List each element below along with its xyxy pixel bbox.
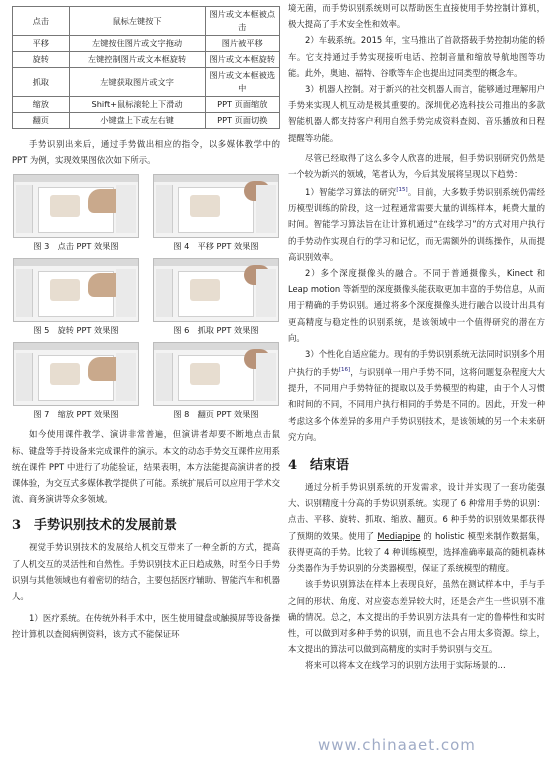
trend-1-body: 。目前，大多数手势识别系统仍需经历模型训练的阶段，这一过程通常需要大量的训练样本，耗费大量的时间。智能学习算法旨在让计算机通过“在线学习”的方式对用户执行的手势动作实现自行的学习和记忆，而无需额外的训练操作，从而提高识别效率。 <box>288 187 546 262</box>
medical-continued-paragraph: 境无菌，而手势识别系统则可以帮助医生直接使用手势控制计算机，极大提高了手术安全性和效率。 <box>288 3 545 30</box>
figure-4-caption: 图 4 平移 PPT 效果图 <box>173 241 259 252</box>
gesture-name-cell: 平移 <box>13 36 70 52</box>
citation-15[interactable]: [15] <box>396 187 408 194</box>
left-column <box>12 0 280 643</box>
conclusion-paragraph-3: 将来可以将本文在线学习的识别方法用于实际场景的... <box>305 660 506 671</box>
gesture-action-cell: 鼠标左键按下 <box>69 7 205 36</box>
figure-7-caption: 图 7 缩放 PPT 效果图 <box>33 409 119 420</box>
figure-3-caption: 图 3 点击 PPT 效果图 <box>33 241 119 252</box>
gesture-name-cell: 点击 <box>13 7 70 36</box>
gesture-effect-cell: 图片或文本框旋转 <box>205 52 279 68</box>
gesture-effect-cell: 图片或文本框被点击 <box>205 7 279 36</box>
figure-3 <box>12 174 140 252</box>
conclusion-paragraph-1 <box>288 479 545 576</box>
gesture-name-cell: 缩放 <box>13 97 70 113</box>
figure-8 <box>152 342 280 420</box>
trend-3-body: ，与识别单一用户手势不同，这将问题复杂程度大大提升，不同用户手势特征的提取以及手势模型的构建，由于个人习惯和时间的不同，不同用户执行相同的手势是不同的。因此，开发一种考虑这多个体差异的多用户手势识别技术，是该领域的另一个未来研究方向。 <box>288 367 546 442</box>
conclusion-1-lead: 通过分析手势识别系统的开发需求，设计并实现了一套功能强大、识别精度十分高的手势识别系统。实现了 6 种常用手势的识别：点击、平移、旋转、抓取、缩放、翻页。6 种手势的识别效果都获得了预期的效果。使用了 <box>288 482 545 541</box>
gesture-action-cell: 小键盘上下或左右键 <box>69 113 205 129</box>
gesture-effect-cell: 图片被平移 <box>205 36 279 52</box>
gesture-action-cell: 左键按住图片或文字拖动 <box>69 36 205 52</box>
trend-3-paragraph <box>288 346 545 445</box>
table-row <box>13 36 280 52</box>
gesture-table <box>12 6 280 129</box>
gesture-action-cell: 左键获取图片或文字 <box>69 68 205 97</box>
table-row <box>13 97 280 113</box>
trend-2-paragraph: 2）多个深度摄像头的融合。不同于普通摄像头，Kinect 和 Leap motion 等新型的深度摄像头能获取更加丰富的手势信息，从而用于精确的手势识别。通过将多个深度摄像头进行融合以设计出具有更高精度与稳定性的识别系统，是该领域中一个值得研究的潜在方向。 <box>288 268 545 343</box>
figure-row-3 <box>12 342 280 420</box>
medical-paragraph: 1）医疗系统。在传统外科手术中，医生使用键盘或触摸屏等设备操控计算机以查阅病例资料，该方式不能保证环 <box>12 613 280 640</box>
trend-3-lead: 3）个性化自适应能力。现有的手势识别系统无法同时识别多个用户执行的手势 <box>288 349 545 378</box>
trends-intro-paragraph: 尽管已经取得了这么多令人欣喜的进展，但手势识别研究仍然是一个较为新兴的领域，笔者认为，今后其发展将呈现以下趋势： <box>288 152 545 180</box>
figure-5 <box>12 258 140 336</box>
section-3-heading: 3 手势识别技术的发展前景 <box>12 518 178 534</box>
robot-paragraph: 3）机器人控制。对于新兴的社交机器人而言，能够通过理解用户手势来实现人机互动是极其重要的。深圳优必选科技公司推出的多款智能机器人都支持客户利用自然手势完成资料查阅、音乐播放和日程提醒等功能。 <box>288 84 545 143</box>
gesture-name-cell: 抓取 <box>13 68 70 97</box>
figure-5-screenshot <box>13 258 139 322</box>
conclusion-paragraph-2: 该手势识别算法在样本上表现良好，虽然在测试样本中，手与手之间的形状、角度、对应姿态差异较大时，还是会产生一些识别不准确的情况。总之，本文提出的手势识别方法具有一定的鲁棒性和实时性，可以做到对多种手势的识别，而且也不会占用太多资源。综上，本文提出的算法可以做到高精度的实时手势识别与交互。 <box>288 579 545 655</box>
figure-7-screenshot <box>13 342 139 406</box>
vehicle-paragraph: 2）车载系统。2015 年，宝马推出了首款搭载手势控制功能的轿车。它支持通过手势实现接听电话、控制音量和缩放导航地图等功能。此外，奥迪、福特、谷歌等车企也提出过同类型的概念车。 <box>288 35 545 78</box>
intro-paragraph: 手势识别出来后，通过手势做出相应的指令，以多媒体教学中的 PPT 为例，实现效果图依次如下所示。 <box>12 139 280 166</box>
gesture-action-cell: Shift+鼠标滚轮上下滑动 <box>69 97 205 113</box>
figure-row-1 <box>12 174 280 252</box>
gesture-effect-cell: PPT 页面缩放 <box>205 97 279 113</box>
figure-row-2 <box>12 258 280 336</box>
gesture-effect-cell: PPT 页面切换 <box>205 113 279 129</box>
figure-8-screenshot <box>153 342 279 406</box>
gesture-action-cell: 左键控制图片或文本框旋转 <box>69 52 205 68</box>
figure-6 <box>152 258 280 336</box>
section-3-paragraph: 视觉手势识别技术的发展给人机交互带来了一种全新的方式，提高了人机交互的灵活性和自然性。手势识别技术正日趋成熟，时至今日手势识别与其他领域也有着密切的结合，主要包括医疗辅助、智能汽车和机器人。 <box>12 542 280 602</box>
figure-8-caption: 图 8 翻页 PPT 效果图 <box>173 409 259 420</box>
table-row <box>13 68 280 97</box>
application-paragraph: 如今使用课件教学、演讲非常普遍，但演讲者却要不断地点击鼠标、键盘等手持设备来完成课件的演示。本文的动态手势交互课件应用系统在课件 PPT 中进行了功能验证，结果表明，本方法能提高演讲者的授课体验，为交互式多媒体教学提供了可能。系统扩展后可以应用于学术交流、商务演讲等众多领域。 <box>12 429 280 505</box>
figure-4 <box>152 174 280 252</box>
figure-6-screenshot <box>153 258 279 322</box>
citation-16[interactable]: [16] <box>338 367 351 374</box>
table-row <box>13 7 280 36</box>
watermark: www.chinaaet.com <box>318 736 476 754</box>
figure-5-caption: 图 5 旋转 PPT 效果图 <box>33 325 119 336</box>
gesture-effect-cell: 图片或文本框被选中 <box>205 68 279 97</box>
table-row <box>13 52 280 68</box>
figure-3-screenshot <box>13 174 139 238</box>
mediapipe-term: Mediapipe <box>377 530 421 541</box>
table-row <box>13 113 280 129</box>
figure-7 <box>12 342 140 420</box>
conclusion-1-body: 的 holistic 模型来制作数据集，获得更高的手势。比较了 4 种训练模型，选择准确率最高的随机森林分类器作为手势识别的分类器模型，保证了系统模型的精度。 <box>288 530 545 574</box>
trend-1-lead: 1）智能学习算法的研究 <box>305 187 397 198</box>
right-column <box>288 0 545 674</box>
figure-4-screenshot <box>153 174 279 238</box>
gesture-name-cell: 旋转 <box>13 52 70 68</box>
figure-6-caption: 图 6 抓取 PPT 效果图 <box>173 325 259 336</box>
section-4-heading: 4 结束语 <box>288 458 350 474</box>
trend-1-paragraph <box>288 182 545 265</box>
gesture-name-cell: 翻页 <box>13 113 70 129</box>
